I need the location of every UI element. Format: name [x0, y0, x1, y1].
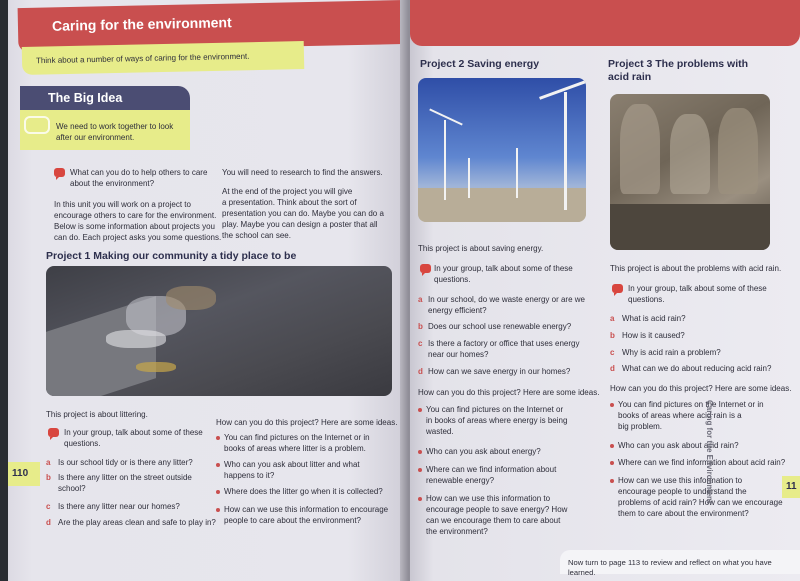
p2-q-c-letter: c — [418, 339, 423, 348]
page-number-right: 11 — [786, 481, 797, 492]
p1-idea-2-1: Who can you ask about litter and what — [224, 460, 360, 469]
p1-idea-4-2: people to care about the environment? — [224, 516, 361, 525]
bullet — [216, 463, 220, 467]
p2-idea-4-2: encourage people to save energy? How — [426, 505, 568, 514]
research-para-3: At the end of the project you will give — [222, 187, 353, 196]
project-1-title: Project 1 Making our community a tidy place to be — [46, 250, 297, 262]
p3-about: This project is about the problems with acid rain. — [610, 264, 782, 273]
p1-q-c-letter: c — [46, 502, 51, 511]
wind-turbine-photo — [418, 78, 586, 222]
bullet — [216, 490, 220, 494]
p2-idea-1-1: You can find pictures on the Internet or — [426, 405, 564, 414]
p2-idea-4-3: can we encourage them to care about — [426, 516, 561, 525]
p2-idea-3-1: Where can we find information about — [426, 465, 557, 474]
research-para-1: You will need to research to find the answers. — [222, 168, 383, 177]
p1-q-a: Is our school tidy or is there any litter? — [58, 458, 193, 467]
p1-q-b-1: Is there any litter on the street outside — [58, 473, 192, 482]
p3-q-c: Why is acid rain a problem? — [622, 348, 721, 357]
bullet — [418, 497, 422, 501]
p1-q-b-2: school? — [58, 484, 86, 493]
p1-idea-1-1: You can find pictures on the Internet or in — [224, 433, 370, 442]
p1-talk-2: questions. — [64, 439, 101, 448]
p3-q-a: What is acid rain? — [622, 314, 686, 323]
p2-idea-4-1: How can we use this information to — [426, 494, 551, 503]
bullet — [418, 408, 422, 412]
p2-q-b: Does our school use renewable energy? — [428, 322, 572, 331]
p3-idea-1-2: books of areas where acid rain is a — [618, 411, 742, 420]
left-page — [8, 0, 408, 581]
big-idea-title: The Big Idea — [48, 91, 123, 105]
bullet — [610, 479, 614, 483]
p1-idea-1-2: books of areas where litter is a problem. — [224, 444, 366, 453]
bullet — [418, 450, 422, 454]
p3-q-d: What can we do about reducing acid rain? — [622, 364, 772, 373]
page-title: Caring for the environment — [51, 14, 232, 34]
p1-idea-2-2: happens to it? — [224, 471, 275, 480]
p3-talk-1: In your group, talk about some of these — [628, 284, 767, 293]
p2-q-a-2: energy efficient? — [428, 306, 487, 315]
p3-idea-4-3: problems of acid rain? How can we encourage — [618, 498, 783, 507]
speech-bubble-icon — [54, 168, 65, 177]
p2-q-d: How can we save energy in our homes? — [428, 367, 571, 376]
bullet — [216, 436, 220, 440]
p3-idea-2-1: Who can you ask about acid rain? — [618, 441, 739, 450]
p3-idea-3-1: Where can we find information about acid rain? — [618, 458, 786, 467]
p2-how: How can you do this project? Here are some ideas. — [418, 388, 600, 397]
p1-idea-4-1: How can we use this information to encourage — [224, 505, 389, 514]
intro-question-2: about the environment? — [70, 179, 155, 188]
page-number: 110 — [12, 468, 29, 479]
speech-bubble-icon-p3 — [612, 284, 623, 293]
p3-talk-2: questions. — [628, 295, 665, 304]
p2-idea-3-2: renewable energy? — [426, 476, 495, 485]
speech-bubble-icon-p2 — [420, 264, 431, 273]
bullet — [418, 468, 422, 472]
p3-q-a-letter: a — [610, 314, 615, 323]
p2-talk-1: In your group, talk about some of these — [434, 264, 573, 273]
intro-question-1: What can you do to help others to care — [70, 168, 208, 177]
p1-how: How can you do this project? Here are some ideas. — [216, 418, 398, 427]
intro-para-3: Below is some information about projects you — [54, 222, 215, 231]
big-idea-line-2: after our environment. — [56, 133, 135, 142]
top-band — [410, 0, 800, 46]
bullet — [610, 461, 614, 465]
p1-q-a-letter: a — [46, 458, 51, 467]
bullet — [610, 444, 614, 448]
research-para-5: presentation you can do. Maybe you can do a — [222, 209, 384, 218]
p1-q-b-letter: b — [46, 473, 51, 482]
p2-about: This project is about saving energy. — [418, 244, 544, 253]
footer-text: Now turn to page 113 to review and reflect on what you have learned. — [568, 558, 772, 577]
litter-photo — [46, 266, 392, 396]
p2-q-b-letter: b — [418, 322, 423, 331]
bullet — [216, 508, 220, 512]
intro-para-4: can do. Each project asks you some questions. — [54, 233, 222, 242]
p2-q-d-letter: d — [418, 367, 423, 376]
project-3-title-1: Project 3 The problems with — [608, 58, 749, 70]
p2-q-c-1: Is there a factory or office that uses energy — [428, 339, 580, 348]
p1-q-c: Is there any litter near our homes? — [58, 502, 180, 511]
p1-talk-1: In your group, talk about some of these — [64, 428, 203, 437]
p3-q-b: How is it caused? — [622, 331, 685, 340]
p1-q-d: Are the play areas clean and safe to play in? — [58, 518, 216, 527]
p3-idea-1-1: You can find pictures on the Internet or in — [618, 400, 764, 409]
p2-idea-1-2: in books of areas where energy is being — [426, 416, 568, 425]
speech-bubble-icon-p1 — [48, 428, 59, 437]
acid-rain-statue-photo — [610, 94, 770, 250]
p3-idea-4-4: them to care about the environment? — [618, 509, 749, 518]
side-label: Caring for the Environment — [705, 400, 714, 504]
p1-idea-3-1: Where does the litter go when it is collected? — [224, 487, 383, 496]
big-idea-line-1: We need to work together to look — [56, 122, 174, 131]
intro-para-1: In this unit you will work on a project to — [54, 200, 191, 209]
p2-idea-1-3: wasted. — [426, 427, 454, 436]
handshake-icon — [24, 116, 50, 134]
p2-q-c-2: near our homes? — [428, 350, 489, 359]
project-3-title-2: acid rain — [608, 71, 652, 83]
p3-how: How can you do this project? Here are some ideas. — [610, 384, 792, 393]
p2-idea-4-4: the environment? — [426, 527, 488, 536]
p3-idea-4-1: How can we use this information to — [618, 476, 743, 485]
research-para-7: the school can see. — [222, 231, 291, 240]
p3-idea-1-3: big problem. — [618, 422, 663, 431]
p3-q-b-letter: b — [610, 331, 615, 340]
p2-talk-2: questions. — [434, 275, 471, 284]
research-para-6: play. Maybe you can design a poster that all — [222, 220, 378, 229]
bullet — [610, 403, 614, 407]
p3-idea-4-2: encourage people to understand the — [618, 487, 747, 496]
p2-idea-2-1: Who can you ask about energy? — [426, 447, 541, 456]
p1-about: This project is about littering. — [46, 410, 148, 419]
p1-q-d-letter: d — [46, 518, 51, 527]
research-para-4: a presentation. Think about the sort of — [222, 198, 357, 207]
p2-q-a-letter: a — [418, 295, 423, 304]
intro-para-2: encourage others to care for the environment. — [54, 211, 217, 220]
subtitle: Think about a number of ways of caring for the environment. — [35, 51, 250, 66]
p2-q-a-1: In our school, do we waste energy or are we — [428, 295, 585, 304]
project-2-title: Project 2 Saving energy — [420, 58, 540, 70]
p3-q-c-letter: c — [610, 348, 615, 357]
right-page — [410, 0, 800, 581]
p3-q-d-letter: d — [610, 364, 615, 373]
